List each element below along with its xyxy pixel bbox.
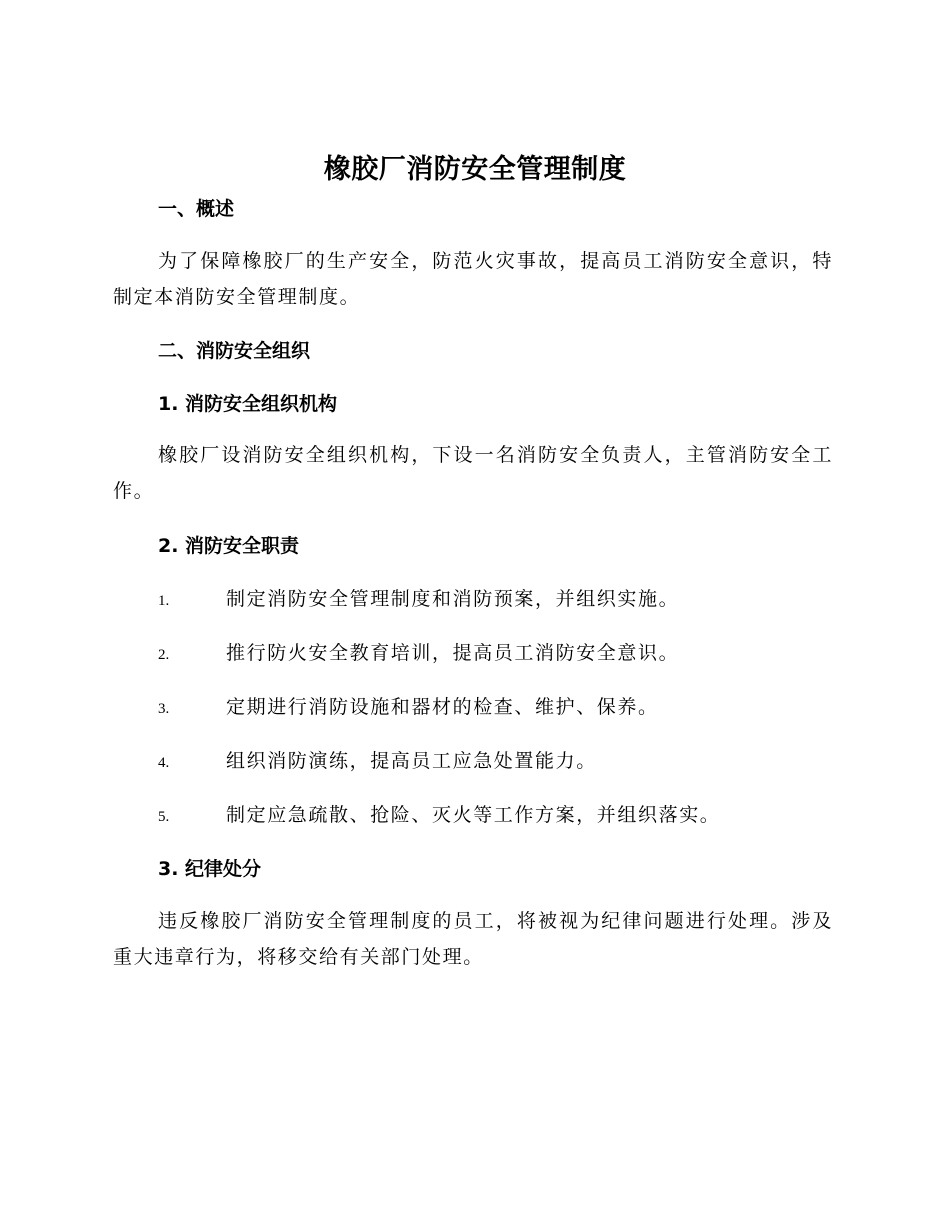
subheading-organization-structure: 1. 消防安全组织机构 — [158, 393, 338, 415]
list-item-number: 2. — [158, 647, 170, 663]
list-item — [158, 748, 597, 776]
section-heading-organization: 二、消防安全组织 — [158, 340, 311, 362]
section-heading-overview: 一、概述 — [158, 198, 235, 220]
overview-paragraph: 为了保障橡胶厂的生产安全，防范火灾事故，提高员工消防安全意识，特制定本消防安全管理制度。 — [113, 250, 833, 308]
list-item-text: 定期进行消防设施和器材的检查、维护、保养。 — [226, 696, 659, 718]
document-title: 橡胶厂消防安全管理制度 — [323, 154, 627, 185]
list-item-text: 组织消防演练，提高员工应急处置能力。 — [226, 750, 597, 772]
organization-structure-paragraph: 橡胶厂设消防安全组织机构，下设一名消防安全负责人，主管消防安全工作。 — [113, 444, 833, 502]
list-item-number: 5. — [158, 809, 170, 825]
list-item-number: 4. — [158, 755, 170, 771]
list-item — [158, 694, 659, 722]
list-item-text: 制定消防安全管理制度和消防预案，并组织实施。 — [226, 588, 680, 610]
list-item — [158, 802, 720, 830]
list-item-number: 1. — [158, 593, 170, 609]
subheading-responsibilities: 2. 消防安全职责 — [158, 535, 300, 557]
subheading-discipline: 3. 纪律处分 — [158, 858, 262, 880]
list-item-text: 制定应急疏散、抢险、灭火等工作方案，并组织落实。 — [226, 804, 721, 826]
discipline-paragraph: 违反橡胶厂消防安全管理制度的员工，将被视为纪律问题进行处理。涉及重大违章行为，将移交给有关部门处理。 — [113, 910, 833, 968]
list-item — [158, 586, 679, 614]
list-item — [158, 640, 679, 668]
list-item-number: 3. — [158, 701, 170, 717]
list-item-text: 推行防火安全教育培训，提高员工消防安全意识。 — [226, 642, 680, 664]
